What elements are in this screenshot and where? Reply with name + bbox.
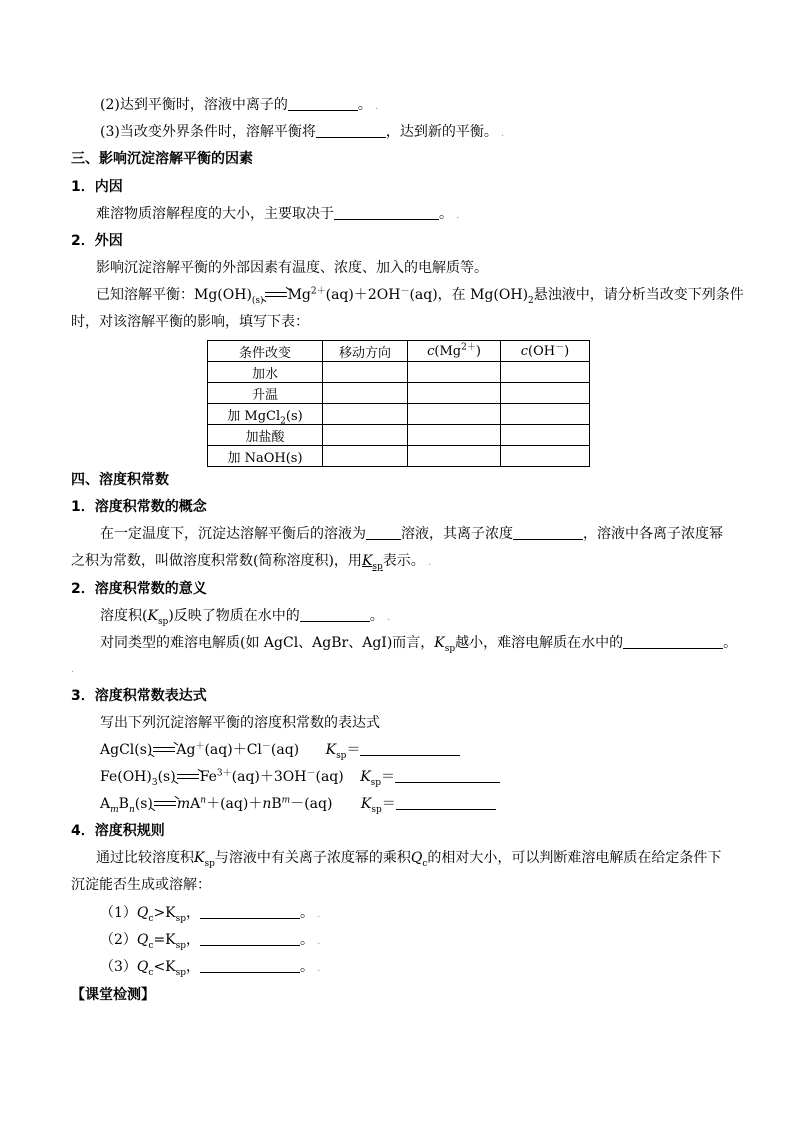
rule-item-1: $(1)Q_c>K_{sp}$， 。 . bbox=[100, 905, 321, 924]
table-row bbox=[208, 362, 590, 383]
ksp-meaning-line1: 溶度积$(K_{sp})$反映了物质在水中的 。 . bbox=[100, 608, 391, 627]
equilibrium-arrow-icon bbox=[154, 800, 176, 808]
expression-instruction: 写出下列沉淀溶解平衡的溶度积常数的表达式 bbox=[100, 715, 380, 731]
answer-blank[interactable] bbox=[316, 123, 386, 138]
ksp-meaning-line2: 对同类型的难溶电解质(如 AgCl、AgBr、AgI)而言，$K_{sp}$越小，难溶电解质在水中的 。 bbox=[100, 635, 738, 654]
answer-blank[interactable] bbox=[200, 931, 300, 946]
answer-cell[interactable] bbox=[323, 446, 408, 467]
table-row bbox=[208, 446, 590, 467]
expression-ambn: $A_mB_n(s)$ $mA^n+(aq)+nB^m-(aq)$ $K_{sp}=$ bbox=[100, 795, 496, 813]
table-header-row bbox=[208, 341, 590, 362]
heading-internal-factor: 1．内因 bbox=[71, 179, 123, 195]
ksp-rule-line1: 通过比较溶度积$K_{sp}$与溶液中有关离子浓度幂的乘积$Q_c$的相对大小，可以判断难溶电解质在给定条件下 bbox=[96, 850, 722, 869]
equilibrium-intro: 已知溶解平衡：$Mg(OH)_{(s)}$ $Mg^{2+}(aq)+2OH^-(aq)$，在 $Mg(OH)_2$悬浊液中，请分析当改变下列条件 bbox=[96, 286, 744, 306]
answer-cell[interactable] bbox=[408, 383, 501, 404]
answer-cell[interactable] bbox=[323, 383, 408, 404]
table-header: c(OH－) bbox=[501, 341, 590, 362]
item-3: (3)当改变外界条件时，溶解平衡将 ，达到新的平衡。 . bbox=[100, 124, 505, 140]
answer-blank[interactable] bbox=[360, 741, 460, 756]
heading-ksp-meaning: 2．溶度积常数的意义 bbox=[71, 581, 207, 597]
section-3-title: 三、影响沉淀溶解平衡的因素 bbox=[71, 151, 253, 167]
item-2: (2)达到平衡时，溶液中离子的 。 . bbox=[100, 97, 379, 113]
answer-cell[interactable] bbox=[501, 404, 590, 425]
answer-blank[interactable] bbox=[334, 205, 439, 220]
expression-feoh3: $Fe(OH)_3(s)$ $Fe^{3+}(aq)+3OH^-(aq)$ $K_{sp}=$ bbox=[100, 768, 500, 786]
answer-cell[interactable] bbox=[501, 362, 590, 383]
table-header: 移动方向 bbox=[323, 341, 408, 362]
answer-cell[interactable] bbox=[501, 383, 590, 404]
answer-cell[interactable] bbox=[501, 446, 590, 467]
table-instruction: 时，对该溶解平衡的影响，填写下表： bbox=[71, 314, 309, 330]
worksheet-page: (2)达到平衡时，溶液中离子的 。 . (3)当改变外界条件时，溶解平衡将 ，达到新的平衡。 . 三、影响沉淀溶解平衡的因素 1．内因 难溶物质溶解程度的大小，主要取决于 。 . 2．外因 影响沉淀溶解平衡的外部因素有温度、浓度、加入的电解质等。 已知溶解平衡：$Mg(OH)_{(s)}$ $Mg^{2+}(aq)+2OH^-(aq)$，在 $Mg(OH)_2$悬浊液中，请分析当改变下列条件 时，对该溶解平衡的影响，填写下表： 条件改变 移动方向 $c(Mg^{2+})$ c(OH－) 加水 升温 加 MgCl$_2$(s) 加盐酸 加 NaOH(s) 四、溶度积常数 1．溶度积常数的概念 在一定温度下，沉淀达溶解平衡后的溶液为 溶液，其离子浓度 ，溶液中各离子浓度幂 之积为常数，叫做溶度积常数(简称溶度积)，用$K_{sp}$表示。 . 2．溶度积常数的意义 溶度积$(K_{sp})$反映了物质在水中的 。 . 对同类型的难溶电解质(如 AgCl、AgBr、AgI)而言，$K_{sp}$越小，难溶电解质在水中的 。 . 3．溶度积常数表达式 写出下列沉淀溶解平衡的溶度积常数的表达式 AgCl(s) Ag＋(aq)＋Cl－(aq) $K_{sp}=$ $Fe(OH)_3(s)$ $Fe^{3+}(aq)+3OH^-(aq)$ $K_{sp}=$ $A_mB_n(s)$ $mA^n+(aq)+nB^m-(aq)$ $K_{sp}=$ 4．溶度积规则 通过比较溶度积$K_{sp}$与溶液中有关离子浓度幂的乘积$Q_c$的相对大小，可以判断难溶电解质在给定条件下 沉淀能否生成或溶解： $(1)Q_c>K_{sp}$， 。 . $(2)Q_c=K_{sp}$， 。 . $(3)Q_c<K_{sp}$， 。 . 【课堂检测】 bbox=[71, 97, 744, 1003]
ksp-concept-line1: 在一定温度下，沉淀达溶解平衡后的溶液为 溶液，其离子浓度 ，溶液中各离子浓度幂 bbox=[100, 526, 723, 542]
answer-cell[interactable] bbox=[408, 446, 501, 467]
internal-factor-text: 难溶物质溶解程度的大小，主要取决于 。 . bbox=[96, 206, 460, 222]
table-row bbox=[208, 383, 590, 404]
table-row bbox=[208, 404, 590, 425]
equilibrium-arrow-icon bbox=[265, 291, 287, 299]
heading-ksp-rule: 4．溶度积规则 bbox=[71, 823, 165, 839]
table-cell: 加水 bbox=[208, 362, 323, 383]
rule-item-3: $(3)Q_c<K_{sp}$， 。 . bbox=[100, 959, 321, 978]
heading-ksp-expression: 3．溶度积常数表达式 bbox=[71, 688, 207, 704]
external-factor-text: 影响沉淀溶解平衡的外部因素有温度、浓度、加入的电解质等。 bbox=[96, 260, 488, 276]
expression-agcl: AgCl(s) Ag＋(aq)＋Cl－(aq) $K_{sp}=$ bbox=[100, 741, 460, 759]
classroom-check-heading: 【课堂检测】 bbox=[71, 987, 155, 1003]
answer-blank[interactable] bbox=[200, 958, 300, 973]
answer-cell[interactable] bbox=[408, 425, 501, 446]
answer-blank[interactable] bbox=[200, 904, 300, 919]
table-header: 条件改变 bbox=[208, 341, 323, 362]
table-cell: 加 NaOH(s) bbox=[208, 446, 323, 467]
table-header: $c(Mg^{2+})$ bbox=[408, 341, 501, 362]
answer-cell[interactable] bbox=[408, 404, 501, 425]
equilibrium-arrow-icon bbox=[177, 773, 199, 781]
answer-cell[interactable] bbox=[408, 362, 501, 383]
ksp-rule-line2: 沉淀能否生成或溶解： bbox=[71, 877, 211, 893]
heading-ksp-concept: 1．溶度积常数的概念 bbox=[71, 499, 207, 515]
answer-blank[interactable] bbox=[396, 795, 496, 810]
answer-blank[interactable] bbox=[288, 96, 358, 111]
answer-cell[interactable] bbox=[323, 362, 408, 383]
answer-blank[interactable] bbox=[513, 525, 583, 540]
answer-blank[interactable] bbox=[366, 525, 401, 540]
answer-cell[interactable] bbox=[501, 425, 590, 446]
answer-blank[interactable] bbox=[300, 607, 370, 622]
answer-blank[interactable] bbox=[623, 634, 723, 649]
ksp-concept-line2: 之积为常数，叫做溶度积常数(简称溶度积)，用$K_{sp}$表示。 . bbox=[71, 553, 432, 572]
answer-cell[interactable] bbox=[323, 425, 408, 446]
section-4-title: 四、溶度积常数 bbox=[71, 472, 169, 488]
answer-blank[interactable] bbox=[395, 768, 500, 783]
table-row bbox=[208, 425, 590, 446]
heading-external-factor: 2．外因 bbox=[71, 233, 123, 249]
rule-item-2: $(2)Q_c=K_{sp}$， 。 . bbox=[100, 932, 321, 951]
table-cell: 加 MgCl$_2$(s) bbox=[208, 404, 323, 425]
answer-cell[interactable] bbox=[323, 404, 408, 425]
table-cell: 升温 bbox=[208, 383, 323, 404]
condition-table bbox=[207, 340, 590, 467]
table-cell: 加盐酸 bbox=[208, 425, 323, 446]
equilibrium-arrow-icon bbox=[153, 746, 175, 754]
